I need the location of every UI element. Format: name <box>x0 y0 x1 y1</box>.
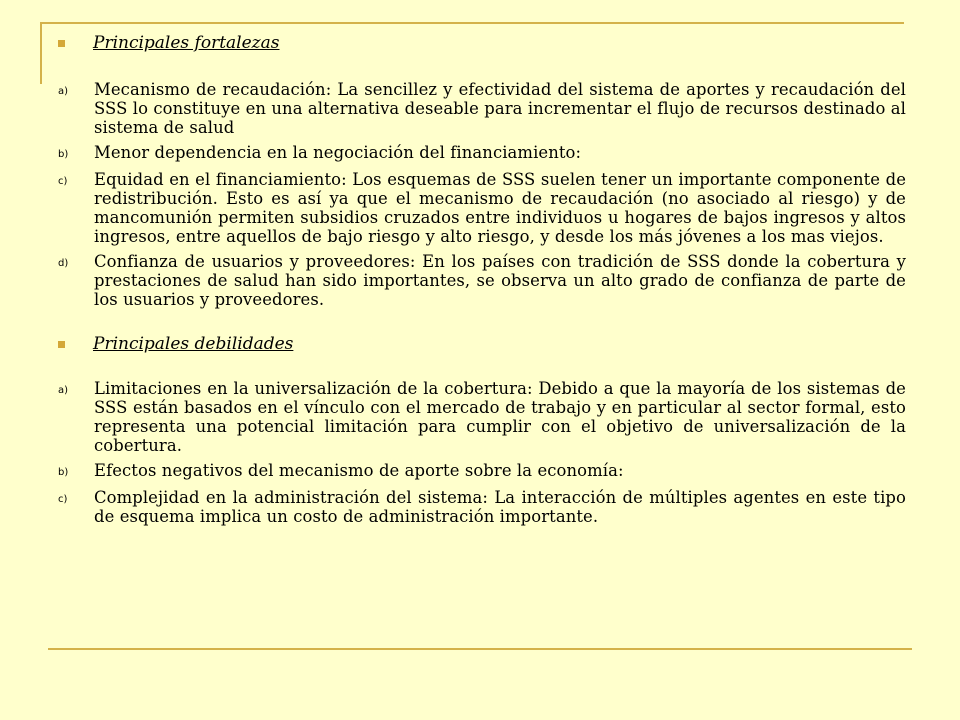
item-text: Equidad en el financiamiento: Los esquemas de SSS suelen tener un importante componente de redistribución. Esto es así ya que el mecanismo de recaudación (no asociado al riesgo) y de mancomunión permiten subsidios cruzados entre individuos u hogares de bajos ingresos y altos ingresos, entre aquellos de bajo riesgo y alto riesgo, y desde los más jóvenes a los mas viejos. <box>94 170 906 246</box>
list-item <box>58 143 906 164</box>
square-bullet-icon <box>58 341 65 348</box>
weaknesses-list <box>58 379 906 526</box>
list-item <box>58 80 906 137</box>
item-text: Limitaciones en la universalización de la cobertura: Debido a que la mayoría de los sistemas de SSS están basados en el vínculo con el mercado de trabajo y en particular al sector formal, esto representa una potencial limitación para cumplir con el objetivo de universalización de la cobertura. <box>94 379 906 455</box>
left-rule <box>40 22 42 84</box>
item-text: Efectos negativos del mecanismo de aporte sobre la economía: <box>94 461 624 480</box>
item-marker: c) <box>58 494 68 505</box>
item-marker: d) <box>58 258 69 269</box>
list-item <box>58 252 906 309</box>
bottom-rule <box>48 648 912 650</box>
item-text: Menor dependencia en la negociación del financiamiento: <box>94 143 582 162</box>
strengths-heading <box>58 30 906 56</box>
top-rule <box>40 22 904 24</box>
item-text: Complejidad en la administración del sistema: La interacción de múltiples agentes en este tipo de esquema implica un costo de administración importante. <box>94 488 906 526</box>
weaknesses-heading <box>58 331 906 357</box>
strengths-heading-text: Principales fortalezas <box>93 33 280 53</box>
item-marker: a) <box>58 385 69 396</box>
item-text: Confianza de usuarios y proveedores: En los países con tradición de SSS donde la cobertura y prestaciones de salud han sido importantes, se observa un alto grado de confianza de parte de los usuarios y proveedores. <box>94 252 906 309</box>
item-marker: a) <box>58 86 69 97</box>
slide-content <box>58 30 906 532</box>
weaknesses-heading-text: Principales debilidades <box>93 334 294 354</box>
list-item <box>58 170 906 246</box>
list-item <box>58 488 906 526</box>
square-bullet-icon <box>58 40 65 47</box>
item-text: Mecanismo de recaudación: La sencillez y efectividad del sistema de aportes y recaudación del SSS lo constituye en una alternativa deseable para incrementar el flujo de recursos destinado al sistema de salud <box>94 80 906 137</box>
strengths-list <box>58 80 906 309</box>
list-item <box>58 461 906 482</box>
item-marker: b) <box>58 149 69 160</box>
list-item <box>58 379 906 455</box>
item-marker: b) <box>58 467 69 478</box>
item-marker: c) <box>58 176 68 187</box>
